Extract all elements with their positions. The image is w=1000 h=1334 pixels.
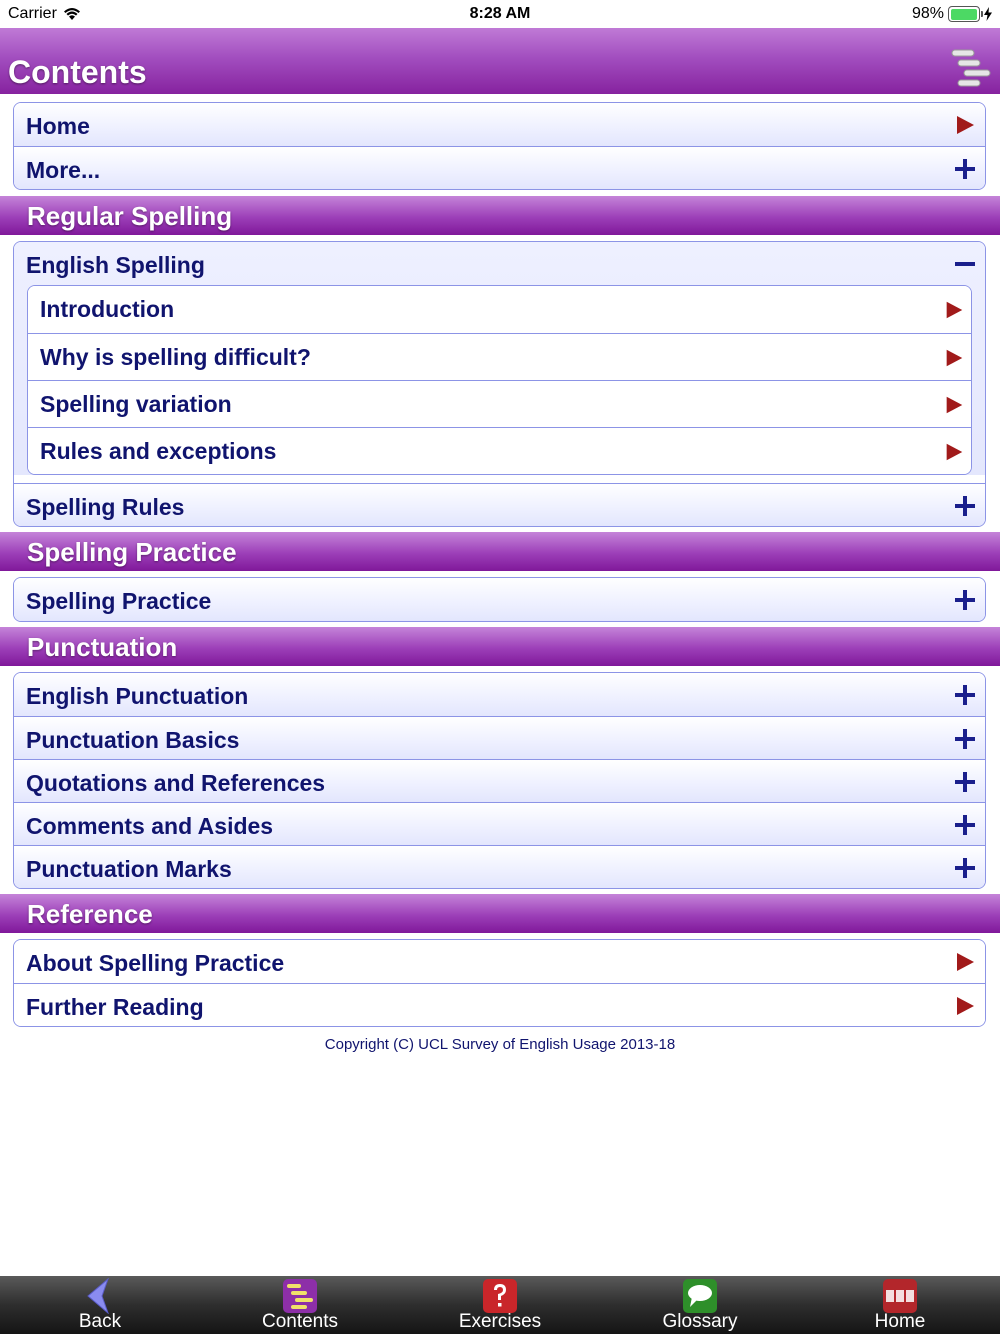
disclosure-arrow-icon: [953, 994, 977, 1018]
tab-bar: [0, 1276, 1000, 1334]
menu-row-more[interactable]: [14, 146, 985, 189]
row-label: Home: [26, 113, 90, 139]
expand-plus-icon[interactable]: [953, 494, 977, 518]
row-label: Rules and exceptions: [40, 438, 277, 464]
row-label: Punctuation Basics: [26, 727, 240, 753]
menu-row-comments-and-asides[interactable]: [14, 802, 985, 845]
carrier-label: Carrier: [8, 5, 57, 22]
menu-row-english-punctuation[interactable]: [14, 673, 985, 716]
section-header-punctuation: [0, 627, 1000, 666]
menu-row-punctuation-basics[interactable]: [14, 716, 985, 759]
english-spelling-expanded: [14, 242, 985, 475]
tab-label: Glossary: [662, 1311, 738, 1332]
disclosure-arrow-icon: [943, 394, 965, 416]
copyright-text: Copyright (C) UCL Survey of English Usage 2013-18: [324, 1036, 676, 1053]
disclosure-arrow-icon: [953, 950, 977, 974]
status-bar: [0, 0, 1000, 28]
tab-label: Contents: [261, 1311, 339, 1332]
row-label: English Spelling: [26, 252, 205, 278]
punctuation-group: [13, 672, 986, 889]
back-arrow-icon: [82, 1278, 118, 1314]
home-icon: [882, 1278, 918, 1314]
english-spelling-children: [27, 285, 972, 475]
row-label: Comments and Asides: [26, 813, 274, 839]
menu-row-quotations-and-references[interactable]: [14, 759, 985, 802]
menu-row-spelling-variation[interactable]: [28, 380, 971, 427]
status-right: [912, 5, 992, 23]
disclosure-arrow-icon: [943, 299, 965, 321]
expand-plus-icon[interactable]: [953, 727, 977, 751]
battery-icon: [948, 6, 980, 22]
menu-row-punctuation-marks[interactable]: [14, 845, 985, 888]
row-label: More...: [26, 157, 101, 183]
disclosure-arrow-icon: [953, 113, 977, 137]
expand-plus-icon[interactable]: [953, 770, 977, 794]
expand-plus-icon[interactable]: [953, 813, 977, 837]
section-header-reference: [0, 894, 1000, 933]
row-label: Spelling Rules: [26, 494, 185, 520]
contents-icon: [282, 1278, 318, 1314]
expand-plus-icon[interactable]: [953, 683, 977, 707]
section-title: Regular Spelling: [27, 201, 233, 231]
exercises-icon: [482, 1278, 518, 1314]
menu-row-why-is-spelling-difficult[interactable]: [28, 333, 971, 380]
charging-bolt-icon: [984, 7, 992, 21]
disclosure-arrow-icon: [943, 347, 965, 369]
nav-header: [0, 28, 1000, 94]
row-label: Introduction: [40, 296, 175, 322]
disclosure-arrow-icon: [943, 441, 965, 463]
row-label: Spelling Practice: [26, 588, 212, 614]
page-title: Contents: [8, 54, 147, 90]
menu-row-about-spelling-practice[interactable]: [14, 940, 985, 983]
glossary-icon: [682, 1278, 718, 1314]
contents-menu-icon[interactable]: [950, 48, 994, 92]
tab-label: Exercises: [458, 1311, 542, 1332]
menu-row-rules-and-exceptions[interactable]: [28, 427, 971, 474]
row-label: Punctuation Marks: [26, 856, 232, 882]
menu-row-home[interactable]: [14, 103, 985, 146]
section-title: Reference: [27, 899, 153, 929]
menu-row-english-spelling[interactable]: [14, 242, 985, 285]
tab-glossary[interactable]: [600, 1276, 800, 1334]
menu-row-introduction[interactable]: [28, 286, 971, 333]
status-time: 8:28 AM: [469, 5, 531, 22]
row-label: About Spelling Practice: [26, 950, 285, 976]
expand-plus-icon[interactable]: [953, 588, 977, 612]
row-label: Further Reading: [26, 994, 204, 1020]
top-group: [13, 102, 986, 190]
section-title: Punctuation: [27, 632, 178, 662]
expand-plus-icon[interactable]: [953, 856, 977, 880]
collapse-minus-icon[interactable]: [953, 252, 977, 276]
row-label: Spelling variation: [40, 391, 232, 417]
tab-label: Home: [874, 1311, 926, 1332]
row-label: English Punctuation: [26, 683, 249, 709]
regular-spelling-group: [13, 241, 986, 527]
menu-row-further-reading[interactable]: [14, 983, 985, 1026]
tab-contents[interactable]: [200, 1276, 400, 1334]
menu-row-spelling-practice[interactable]: [14, 578, 985, 621]
section-header-regular-spelling: [0, 196, 1000, 235]
section-header-spelling-practice: [0, 532, 1000, 571]
menu-row-spelling-rules[interactable]: [14, 483, 985, 526]
battery-percent: 98%: [911, 5, 944, 22]
tab-exercises[interactable]: [400, 1276, 600, 1334]
expand-plus-icon[interactable]: [953, 157, 977, 181]
section-title: Spelling Practice: [27, 537, 237, 567]
row-label: Quotations and References: [26, 770, 326, 796]
row-label: Why is spelling difficult?: [40, 344, 311, 370]
tab-home[interactable]: [800, 1276, 1000, 1334]
tab-back[interactable]: [0, 1276, 200, 1334]
reference-group: [13, 939, 986, 1027]
spelling-practice-group: [13, 577, 986, 622]
tab-label: Back: [78, 1311, 122, 1332]
